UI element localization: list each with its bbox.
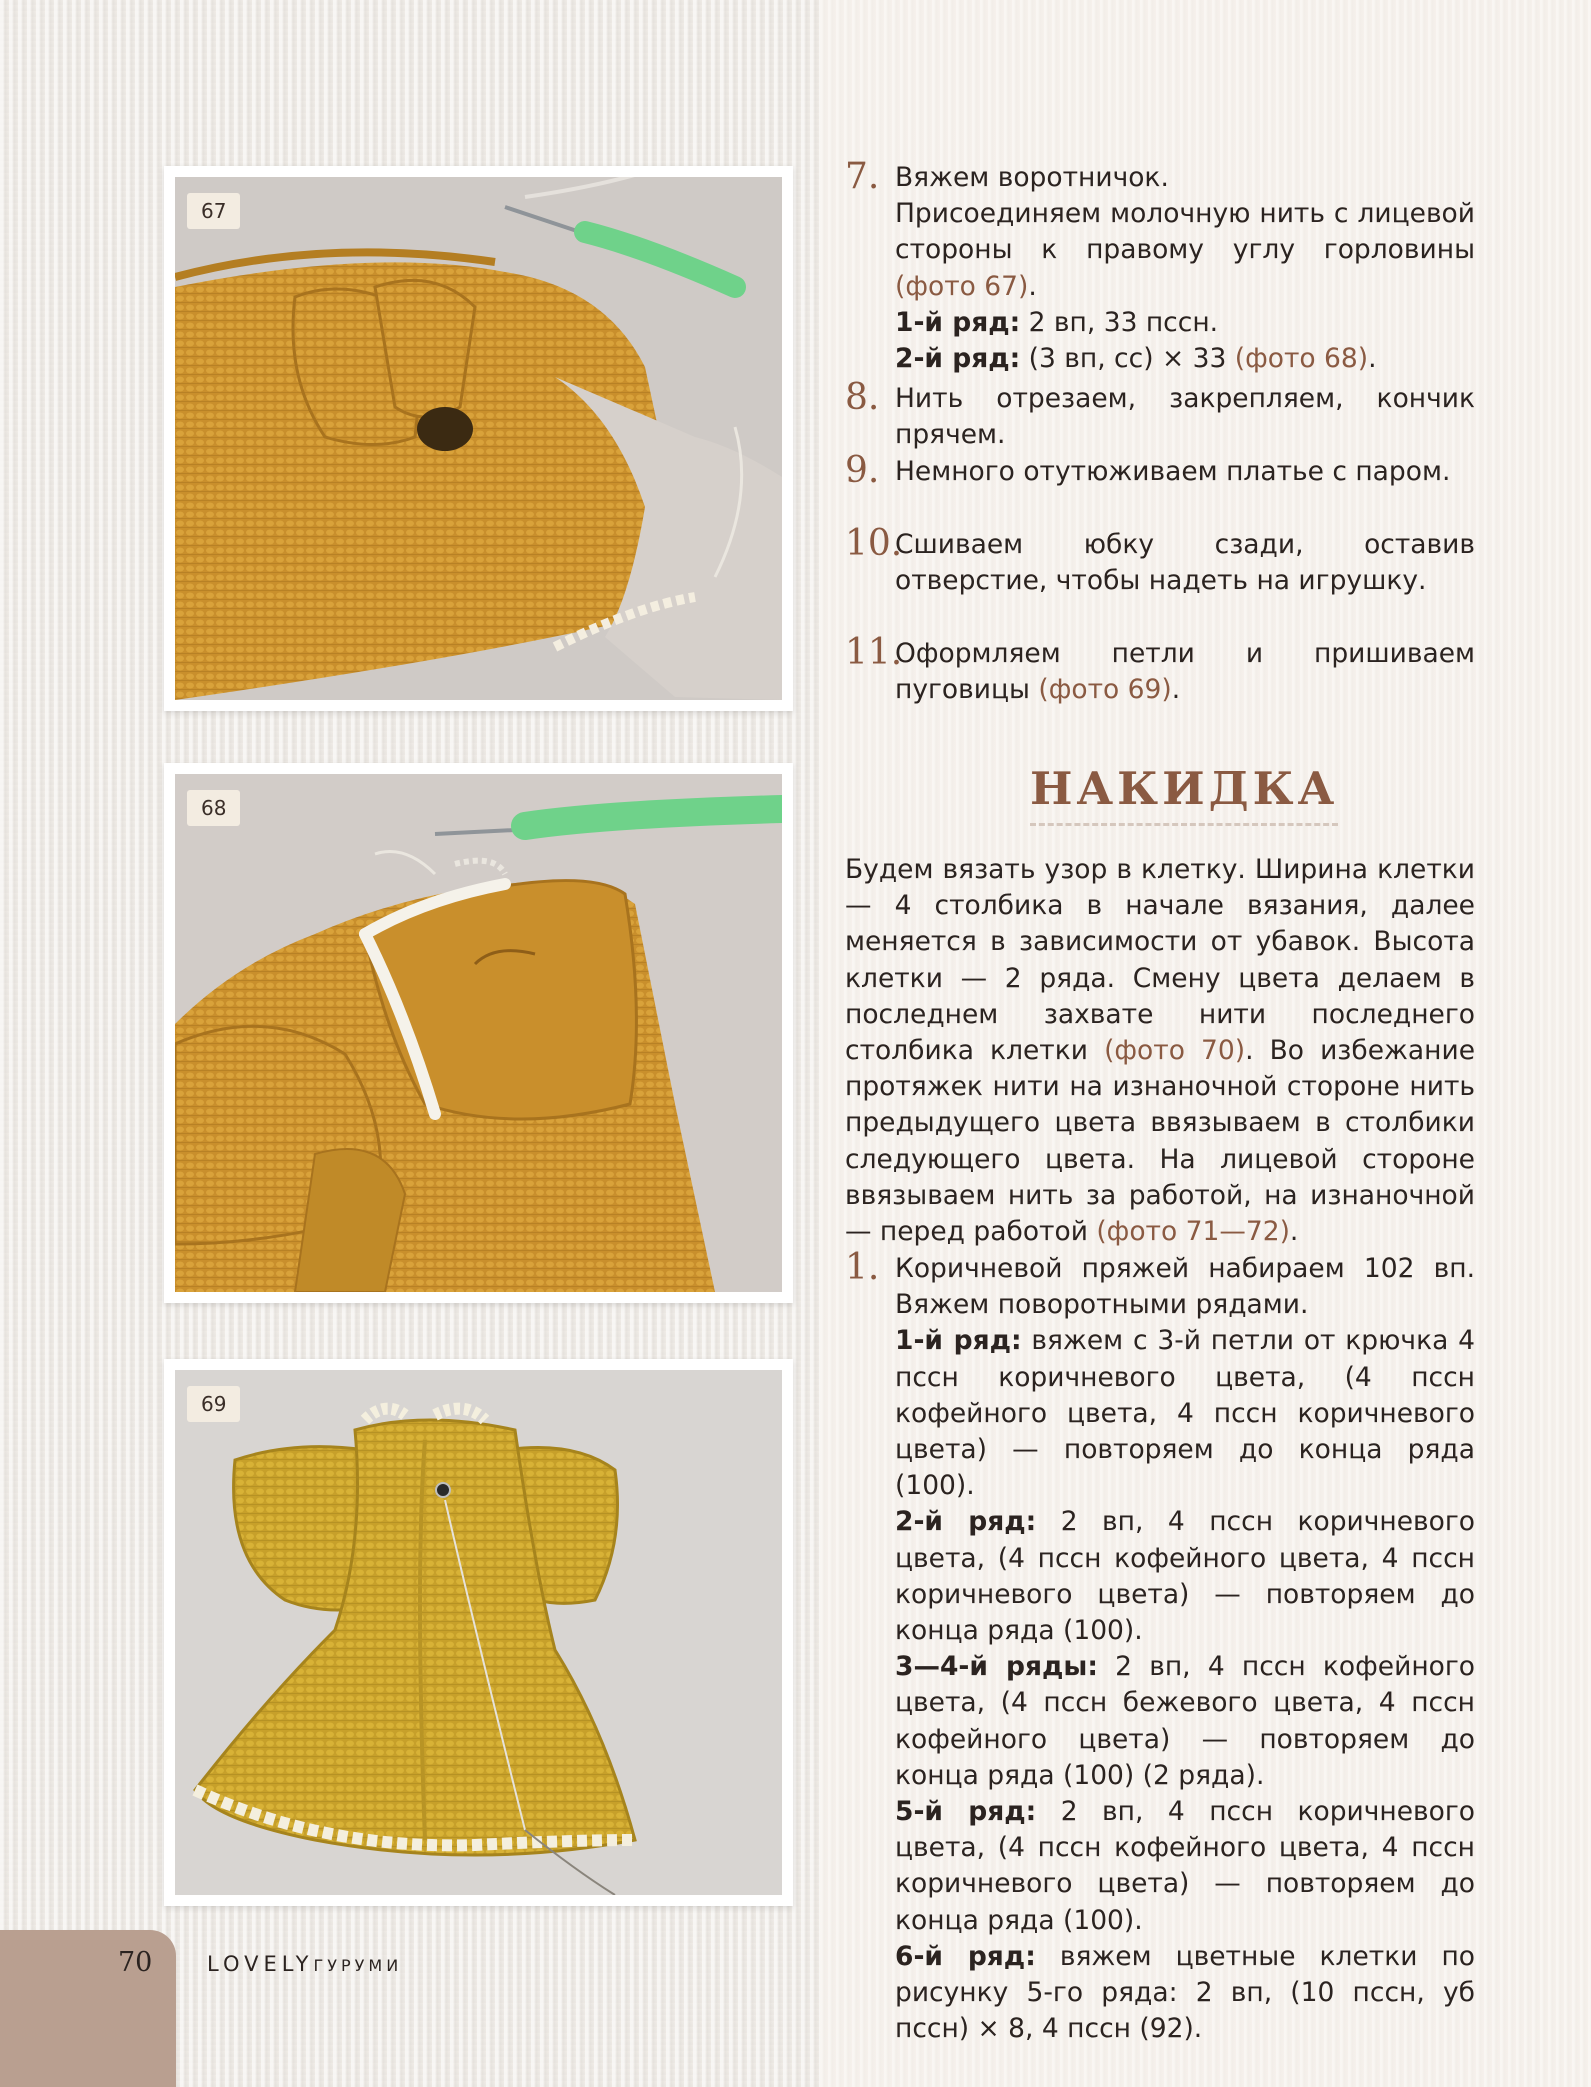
- photo-67-image: [175, 177, 782, 700]
- photo-number-label: 67: [187, 193, 240, 229]
- row-label: 2-й ряд:: [895, 343, 1021, 375]
- step-text: Нить отрезаем, закрепляем, кончик прячем.: [895, 383, 1475, 451]
- row-label: 1-й ряд:: [895, 306, 1021, 338]
- section-intro-paragraph: Будем вязать узор в клетку. Ширина клетки — 4 столбика в начале вязания, далее меняется в зависимости от убавок. Высота клетки — 2 ряда. Смену цвета делаем в последнем захвате нити последнего столбика клетки (фото 70). Во избежание протяжек нити на изнаночной стороне нить предыдущего цвета ввязываем в столбики следующего цвета. На лицевой стороне ввязываем нить за работой, на изнаночной — перед работой (фото 71—72).: [845, 854, 1475, 1248]
- row-instruction: 1-й ряд: 2 вп, 33 пссн.: [895, 306, 1219, 338]
- step-8: [845, 377, 1475, 453]
- step-text: Сшиваем юбку сзади, оставив отверстие, чтобы надеть на игрушку.: [895, 529, 1475, 597]
- dress-collar-illustration: [175, 177, 782, 700]
- step-number: 7.: [845, 156, 880, 197]
- page-number: 70: [118, 1947, 153, 1978]
- step-11-body: Оформляем петли и пришиваем пуговицы (фото 69).: [895, 638, 1475, 706]
- row-label: 3—4-й ряды:: [895, 1651, 1098, 1683]
- row-label: 6-й ряд:: [895, 1940, 1036, 1972]
- step-text: Немного отутюживаем платье с паром.: [895, 456, 1451, 487]
- step-10: [845, 523, 1475, 599]
- row-instruction: 6-й ряд: вяжем цветные клетки по рисунку 5-го ряда: 2 вп, (10 пссн, уб пссн) × 8, 4 пссн (92).: [895, 1940, 1475, 2045]
- photo-reference: (фото 68): [1234, 343, 1369, 375]
- photo-68-image: [175, 774, 782, 1292]
- photo-68: [164, 763, 793, 1303]
- step-1: [845, 1247, 1476, 2047]
- step-number: 11.: [845, 632, 903, 673]
- step-number: 1.: [845, 1247, 880, 1288]
- row-instruction: 2-й ряд: (3 вп, сс) × 33 (фото 68).: [895, 343, 1377, 375]
- photo-67: [164, 166, 793, 711]
- row-instruction: 2-й ряд: 2 вп, 4 пссн коричневого цвета, (4 пссн кофейного цвета, 4 пссн коричневого цвета) — повторяем до конца ряда (100).: [895, 1506, 1476, 1647]
- step-text: Коричневой пряжей набираем 102 вп. Вяжем поворотными рядами.: [895, 1253, 1475, 1321]
- photo-reference: (фото 70): [1104, 1035, 1246, 1067]
- brand-logo-text: [207, 1952, 402, 1976]
- step-number: 8.: [845, 377, 880, 418]
- brand-part-b: ГУРУМИ: [313, 1956, 403, 1975]
- photo-reference: (фото 71—72): [1096, 1216, 1290, 1248]
- step-1-body: [895, 1251, 1475, 2047]
- dress-collar-finished-illustration: [175, 774, 782, 1292]
- brand-part-a: LOVELY: [207, 1952, 314, 1976]
- step-text: Вяжем воротничок.: [895, 162, 1169, 193]
- step-text: Присоединяем молочную нить с лицевой стороны к правому углу горловины (фото 67).: [895, 198, 1475, 302]
- row-instruction: 5-й ряд: 2 вп, 4 пссн коричневого цвета, (4 пссн кофейного цвета, 4 пссн коричневого цвета) — повторяем до конца ряда (100).: [895, 1796, 1476, 1936]
- step-7: [845, 156, 1475, 377]
- step-number: 10.: [845, 523, 903, 564]
- row-label: 5-й ряд:: [895, 1796, 1037, 1828]
- photo-69: [164, 1359, 793, 1906]
- finished-dress-illustration: [175, 1370, 782, 1895]
- section-heading: НАКИДКА: [1030, 762, 1338, 826]
- row-label: 2-й ряд:: [895, 1506, 1037, 1538]
- photo-reference: (фото 67): [895, 270, 1029, 302]
- step-text: Оформляем петли и пришиваем пуговицы: [895, 638, 1475, 706]
- photo-number-label: 69: [187, 1386, 240, 1422]
- row-instruction: 3—4-й ряды: 2 вп, 4 пссн кофейного цвета, (4 пссн бежевого цвета, 4 пссн кофейного цвета) — повторяем до конца ряда (100) (2 ряда).: [895, 1651, 1475, 1791]
- step-9: [845, 450, 1475, 491]
- row-instruction: 1-й ряд: вяжем с 3-й петли от крючка 4 пссн коричневого цвета, (4 пссн кофейного цвета, 4 пссн коричневого цвета) — повторяем до конца ряда (100).: [895, 1325, 1475, 1502]
- photo-69-image: [175, 1370, 782, 1895]
- step-7-body: [895, 160, 1475, 377]
- step-11: [845, 632, 1475, 708]
- photo-reference: (фото 69): [1038, 674, 1172, 706]
- step-number: 9.: [845, 450, 880, 491]
- photo-number-label: 68: [187, 790, 240, 826]
- row-label: 1-й ряд:: [895, 1325, 1022, 1357]
